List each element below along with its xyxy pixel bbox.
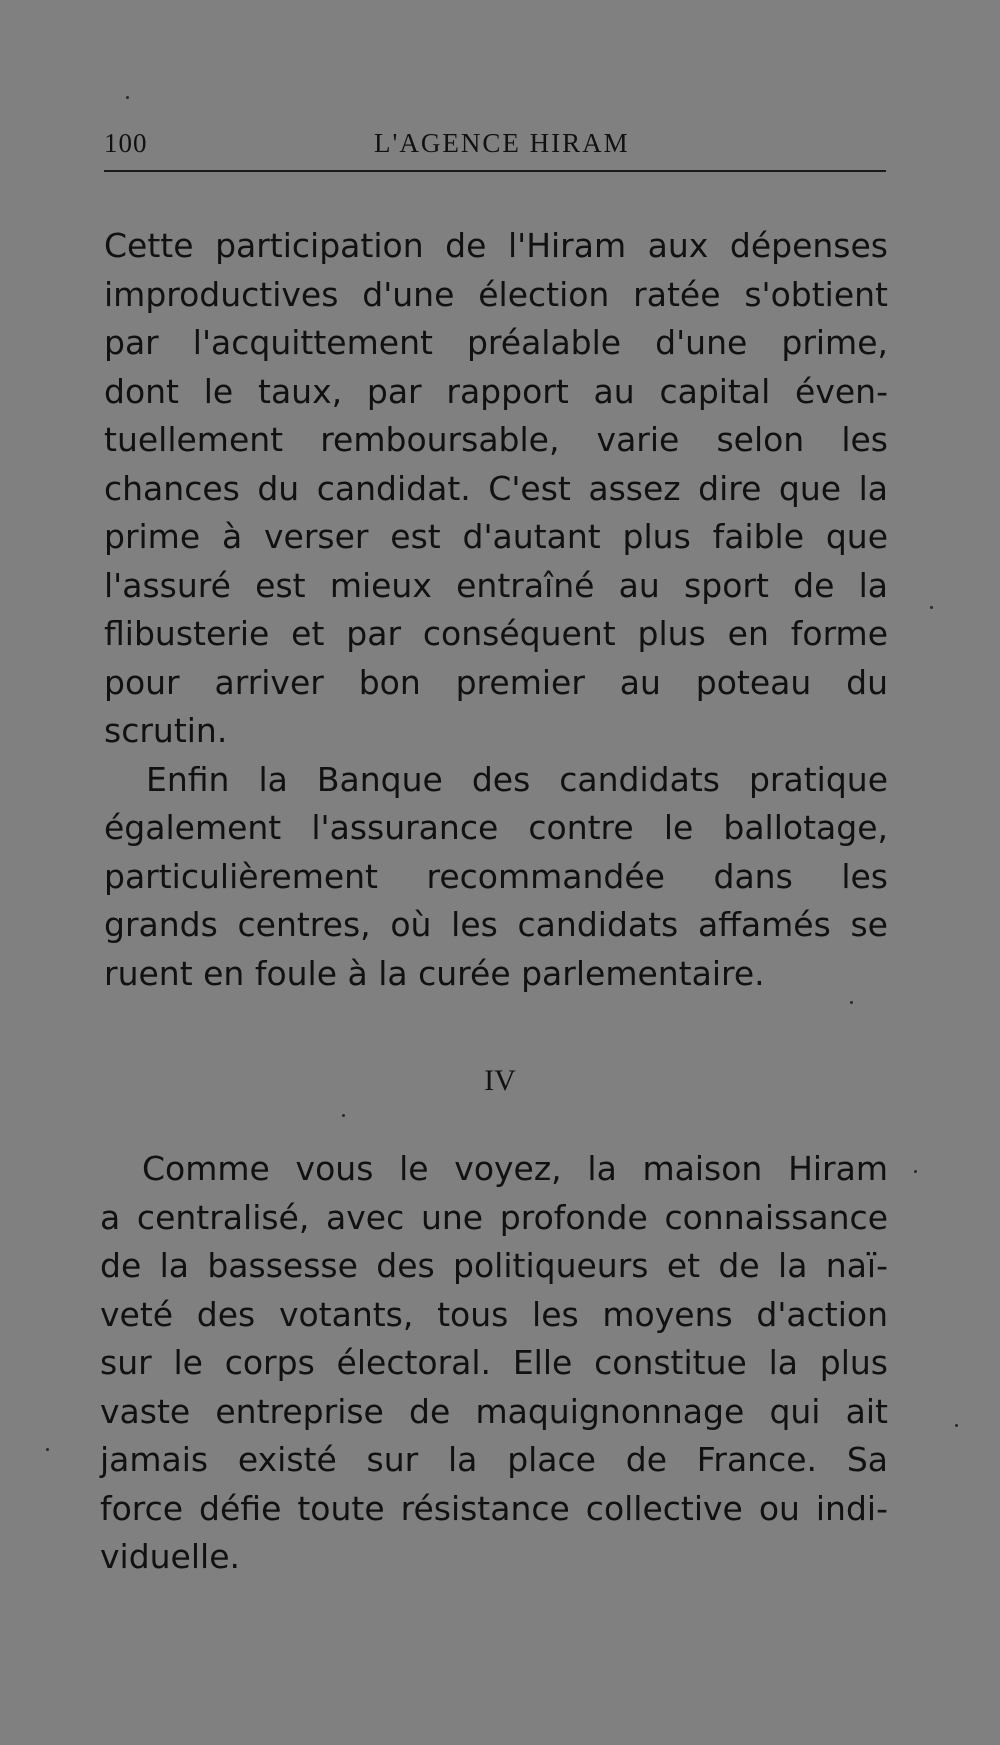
text-line: grands centres, où les candidats affamés se bbox=[104, 905, 888, 944]
text-line: flibusterie et par conséquent plus en forme bbox=[104, 614, 888, 653]
text-line: chances du candidat. C'est assez dire que la bbox=[104, 468, 888, 508]
text-line: ruent en foule à la curée parlementaire. bbox=[104, 953, 765, 993]
text-line: particulièrement recommandée dans les bbox=[104, 856, 888, 896]
text-line: dont le taux, par rapport au capital éven- bbox=[104, 371, 888, 411]
text-line: Enfin la Banque des candidats pratique bbox=[146, 759, 888, 799]
paragraph-1 bbox=[104, 222, 888, 756]
text-line: l'assuré est mieux entraîné au sport de la bbox=[104, 565, 888, 605]
page-number: 100 bbox=[104, 128, 148, 158]
body-text-top bbox=[104, 222, 888, 998]
scan-speck bbox=[930, 606, 933, 609]
text-line: jamais existé sur la place de France. Sa bbox=[100, 1440, 888, 1479]
text-line: sur le corps électoral. Elle constitue la plus bbox=[100, 1343, 888, 1382]
text-line: force défie toute résistance collective ou indi- bbox=[100, 1488, 888, 1528]
text-line: veté des votants, tous les moyens d'action bbox=[100, 1294, 888, 1334]
running-head bbox=[104, 128, 884, 158]
text-line: viduelle. bbox=[100, 1537, 240, 1576]
text-line: de la bassesse des politiqueurs et de la naï- bbox=[100, 1246, 888, 1285]
text-line: scrutin. bbox=[104, 711, 228, 750]
text-line: par l'acquittement préalable d'une prime, bbox=[104, 323, 888, 362]
text-line: tuellement remboursable, varie selon les bbox=[104, 420, 888, 459]
scan-speck bbox=[342, 1114, 345, 1117]
text-line: Comme vous le voyez, la maison Hiram bbox=[142, 1149, 888, 1188]
scan-speck bbox=[955, 1424, 958, 1427]
text-line: pour arriver bon premier au poteau du bbox=[104, 662, 888, 702]
scan-speck bbox=[850, 1001, 853, 1004]
text-line: a centralisé, avec une profonde connaissance bbox=[100, 1197, 888, 1237]
text-line: prime à verser est d'autant plus faible que bbox=[104, 517, 888, 556]
text-line: improductives d'une élection ratée s'obtient bbox=[104, 274, 888, 314]
text-line: vaste entreprise de maquignonnage qui ait bbox=[100, 1391, 888, 1431]
scan-speck bbox=[46, 1448, 49, 1451]
paragraph-3 bbox=[100, 1145, 888, 1582]
text-line: Cette participation de l'Hiram aux dépenses bbox=[104, 226, 888, 265]
section-heading: IV bbox=[484, 1064, 516, 1097]
running-title: L'AGENCE HIRAM bbox=[374, 128, 630, 158]
body-text-bottom bbox=[100, 1145, 888, 1582]
scan-speck bbox=[126, 96, 129, 99]
header-rule bbox=[104, 170, 886, 172]
paragraph-2 bbox=[104, 756, 888, 999]
scan-speck bbox=[914, 1170, 917, 1173]
text-line: également l'assurance contre le ballotage, bbox=[104, 808, 888, 847]
